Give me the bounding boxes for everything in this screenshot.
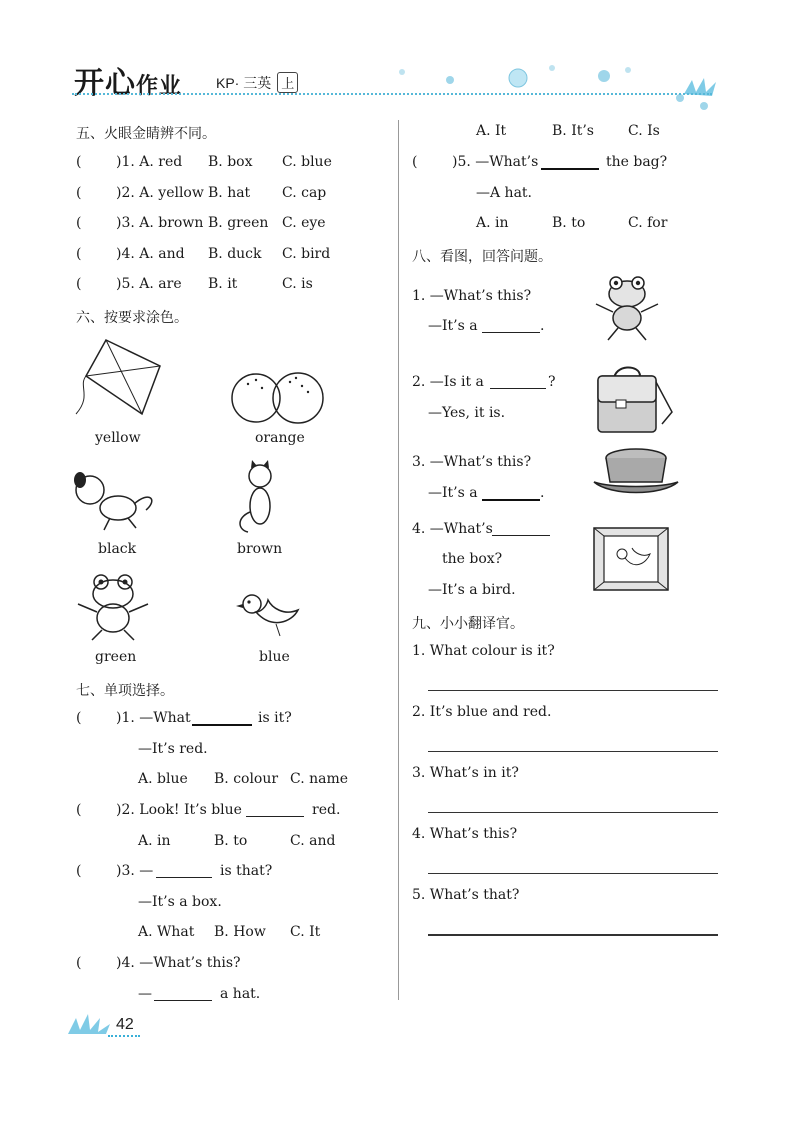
option-c: C. for [628,215,668,231]
option-b: B. It’s [552,123,594,139]
question-text: )5. —What’s [452,154,539,170]
option-c: C. cap [282,185,327,201]
answer-blank[interactable] [490,376,546,389]
frog-image[interactable] [70,570,156,644]
section6-title: 六、按要求涂色。 [76,310,188,326]
answer-paren[interactable]: ( [76,246,82,262]
translation-prompt: 1. What colour is it? [412,643,555,659]
answer-paren[interactable]: ( [76,863,82,879]
option-b: B. colour [214,771,279,787]
answer-paren[interactable]: ( [76,215,82,231]
option-c: C. name [290,771,349,787]
answer-blank[interactable] [492,523,550,536]
option-a: )3. A. brown [116,215,204,231]
option-b: B. hat [208,185,251,201]
option-b: B. box [208,154,253,170]
color-label-green: green [95,649,137,665]
translation-prompt: 2. It’s blue and red. [412,704,552,720]
answer-line[interactable] [428,873,718,874]
answer-line[interactable] [428,751,718,752]
option-c: C. Is [628,123,660,139]
reply-text: — [138,986,152,1002]
reply-text: —A hat. [476,185,532,201]
section9-title: 九、小小翻译官。 [412,616,524,632]
page-number-underline [108,1035,140,1037]
option-a: A. What [138,924,195,940]
kite-image[interactable] [72,336,172,424]
answer-blank[interactable] [482,487,540,501]
option-b: B. green [208,215,269,231]
option-b: B. How [214,924,266,940]
volume-badge: 上 [277,72,298,93]
option-a: A. in [476,215,509,231]
answer-paren[interactable]: ( [412,154,418,170]
question-text: 2. —Is it a [412,374,484,390]
option-a: )1. A. red [116,154,183,170]
reply-text: —It’s red. [138,741,208,757]
color-label-blue: blue [259,649,290,665]
answer-line[interactable] [428,690,718,691]
question-text: )4. —What’s this? [116,955,241,971]
option-c: C. is [282,276,313,292]
header-rule [72,93,712,95]
reply-text: —It’s a box. [138,894,222,910]
hat-picture[interactable] [590,446,682,502]
frog-picture[interactable] [590,272,664,344]
column-divider [398,120,399,1000]
translation-prompt: 3. What’s in it? [412,765,519,781]
question-text-end: red. [312,802,341,818]
option-c: C. eye [282,215,326,231]
section5-title: 五、火眼金睛辨不同。 [76,126,216,142]
answer-end: . [540,485,545,501]
option-c: C. and [290,833,336,849]
page-number: 42 [116,1016,134,1033]
answer-paren[interactable]: ( [76,802,82,818]
answer-paren[interactable]: ( [76,276,82,292]
bubbles-decoration [380,58,720,110]
answer-blank[interactable] [541,156,599,170]
section8-title: 八、看图，回答问题。 [412,249,552,265]
workbook-brand: 开心作业 [74,66,183,101]
option-a: )4. A. and [116,246,185,262]
bird-image[interactable] [232,590,306,640]
answer-line[interactable] [428,812,718,813]
bird-in-box-picture[interactable] [592,526,670,592]
option-a: A. It [476,123,507,139]
answer-blank[interactable] [156,865,212,878]
color-label-yellow: yellow [95,430,141,446]
answer-prefix: —It’s a [428,318,478,334]
translation-prompt: 4. What’s this? [412,826,518,842]
question-text: 3. —What’s this? [412,454,532,470]
answer-blank[interactable] [192,712,252,726]
question-text: )3. — [116,863,154,879]
dog-image[interactable] [70,470,162,536]
option-c: C. It [290,924,321,940]
question-text-end: the bag? [606,154,668,170]
color-label-orange: orange [255,430,305,446]
answer-paren[interactable]: ( [76,710,82,726]
color-label-brown: brown [237,541,283,557]
answer-paren[interactable]: ( [76,185,82,201]
translation-prompt: 5. What’s that? [412,887,520,903]
answer-text: —Yes, it is. [428,405,506,421]
question-text: )1. —What [116,710,191,726]
question-text-line2: the box? [442,551,503,567]
bag-picture[interactable] [592,362,680,436]
answer-end: . [540,318,545,334]
answer-blank[interactable] [482,320,540,333]
oranges-image[interactable] [230,368,330,424]
option-a: )2. A. yellow [116,185,204,201]
question-text: )2. Look! It’s blue [116,802,242,818]
option-a: A. blue [138,771,188,787]
answer-prefix: —It’s a [428,485,478,501]
question-text: 1. —What’s this? [412,288,532,304]
section7-title: 七、单项选择。 [76,683,174,699]
answer-blank[interactable] [154,988,212,1001]
answer-line[interactable] [428,934,718,936]
option-c: C. blue [282,154,332,170]
grass-icon [66,1012,114,1036]
question-text-end: is it? [258,710,292,726]
option-a: A. in [138,833,171,849]
option-b: B. duck [208,246,262,262]
color-label-black: black [98,541,137,557]
cat-image[interactable] [232,460,282,538]
answer-paren[interactable]: ( [76,154,82,170]
question-text-end: is that? [220,863,273,879]
option-b: B. to [552,215,586,231]
option-b: B. it [208,276,238,292]
answer-blank[interactable] [246,804,304,817]
option-a: )5. A. are [116,276,182,292]
series-label: KP· 三英 上 [216,72,298,93]
question-text: 4. —What’s [412,521,493,537]
answer-paren[interactable]: ( [76,955,82,971]
reply-text-end: a hat. [220,986,261,1002]
answer-text: —It’s a bird. [428,582,516,598]
question-end: ? [548,374,556,390]
option-b: B. to [214,833,248,849]
option-c: C. bird [282,246,331,262]
